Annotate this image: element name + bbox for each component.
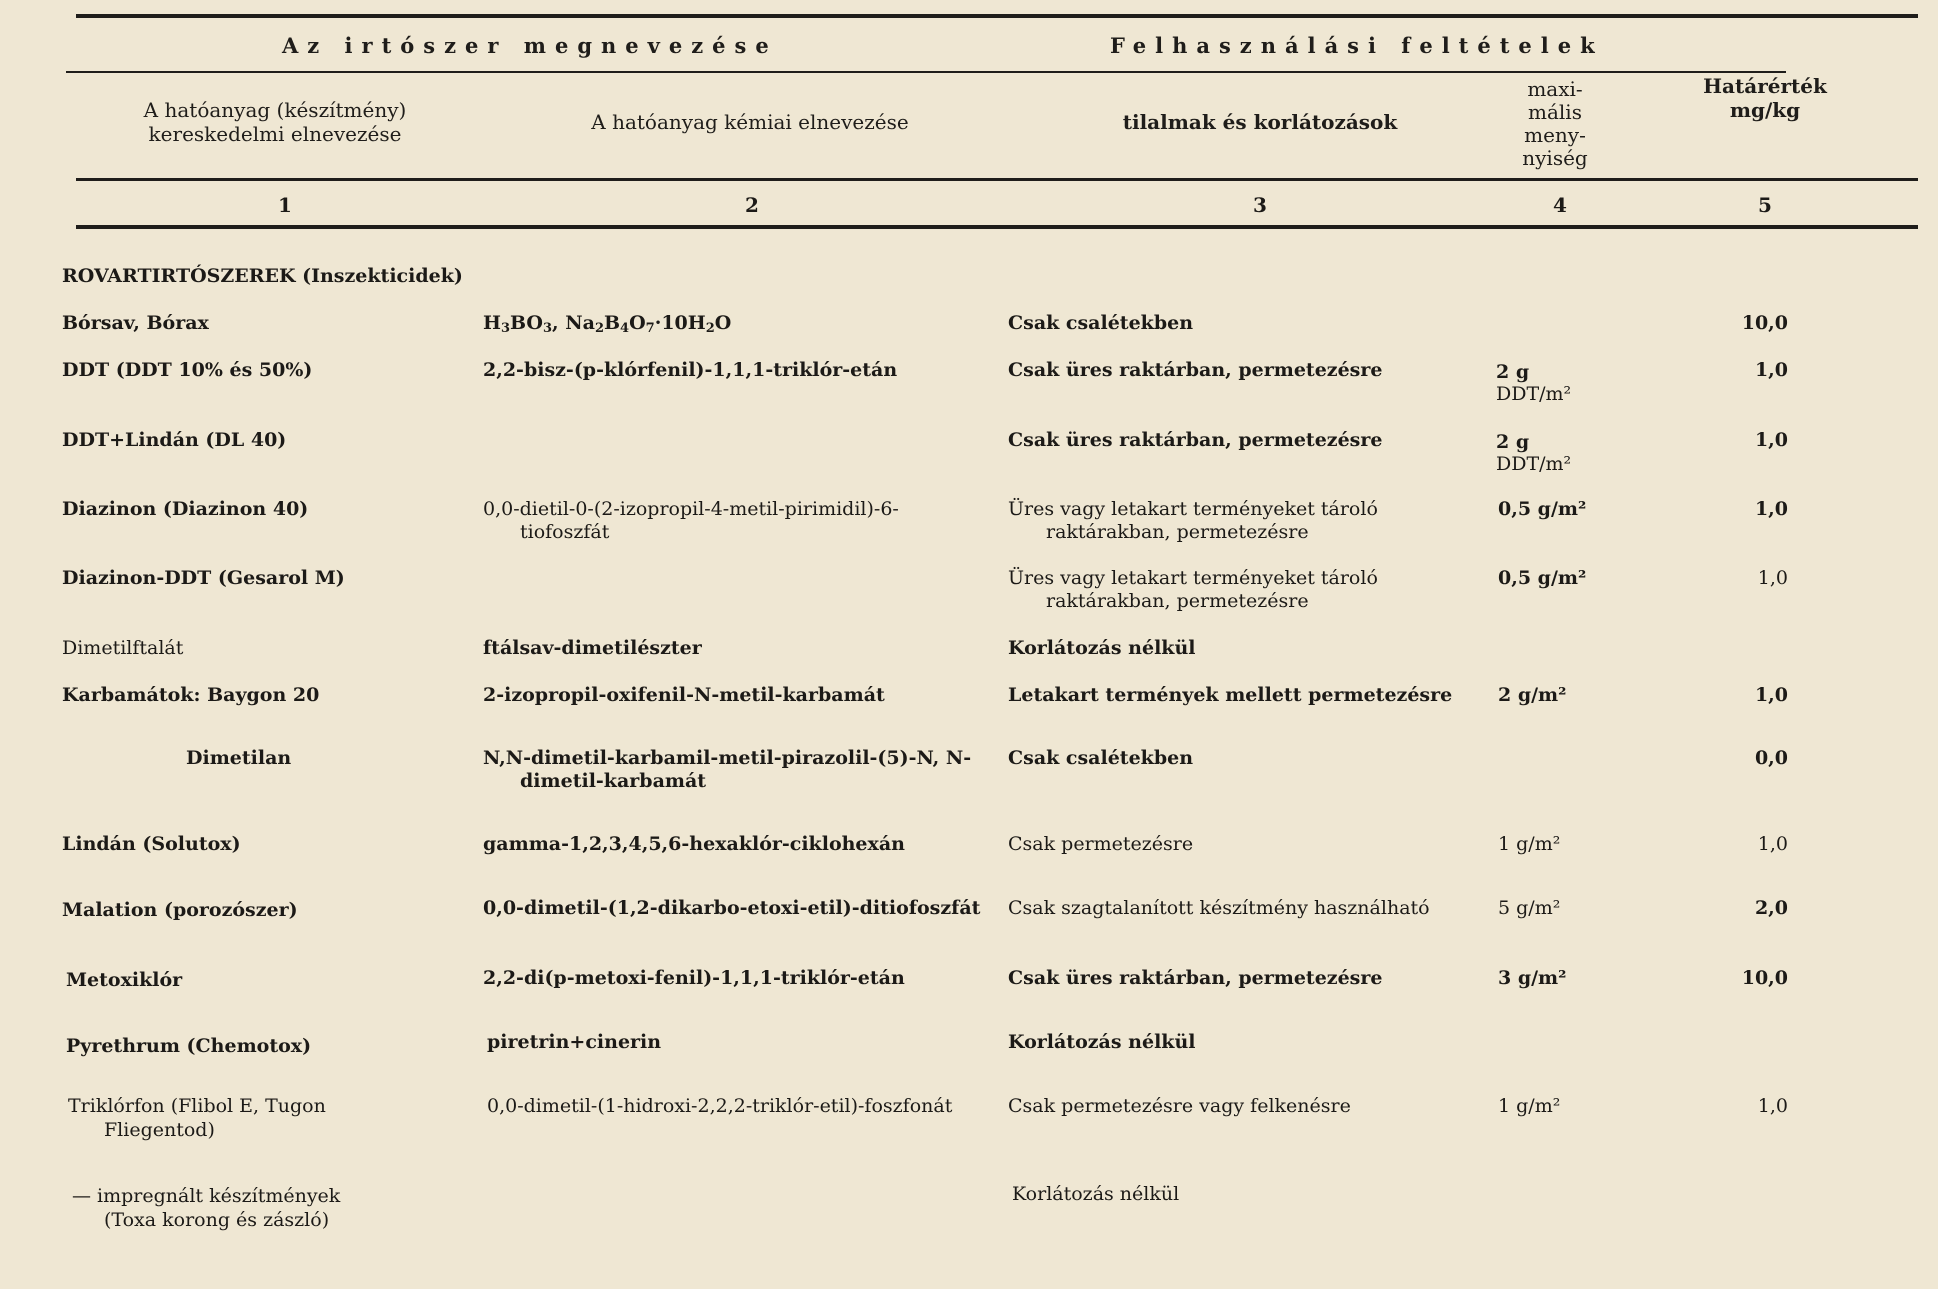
- col5-header: [1680, 74, 1850, 122]
- row-2-cond: Csak üres raktárban, permetezésre: [1008, 429, 1383, 451]
- row-1-max-1: 2 g: [1496, 361, 1530, 383]
- row-12-chem: 0,0-dimetil-(1-hidroxi-2,2,2-triklór-etil)-foszfonát: [487, 1095, 953, 1117]
- row-12-name-2: Fliegentod): [104, 1119, 215, 1141]
- row-1-cond: Csak üres raktárban, permetezésre: [1008, 359, 1383, 381]
- row-10-cond: Csak üres raktárban, permetezésre: [1008, 967, 1383, 989]
- row-6-name: Karbamátok: Baygon 20: [62, 684, 320, 706]
- row-2-name: DDT+Lindán (DL 40): [62, 429, 287, 451]
- col-number-2: 2: [745, 193, 759, 217]
- row-3-name: Diazinon (Diazinon 40): [62, 498, 309, 520]
- col4-header-line3: meny-: [1524, 123, 1586, 147]
- col1-header-line1: A hatóanyag (készítmény): [143, 98, 407, 122]
- row-13-name-1: — impregnált készítmények: [72, 1185, 341, 1207]
- row-5-chem: ftálsav-dimetilészter: [483, 637, 702, 659]
- row-0-cond: Csak csalétekben: [1008, 312, 1194, 334]
- col1-header-line2: kereskedelmi elnevezése: [148, 122, 402, 146]
- row-5-cond: Korlátozás nélkül: [1008, 637, 1196, 659]
- group-header-right: Felhasználási feltételek: [1110, 33, 1604, 58]
- col4-header: [1500, 78, 1610, 170]
- col5-header-line1: Határérték: [1703, 74, 1827, 98]
- col3-header: tilalmak és korlátozások: [1122, 110, 1398, 134]
- row-3-chem-2: tiofoszfát: [520, 521, 610, 543]
- row-0-chem: $H_3BO_3$, $Na_2B_4O_7\cdot 10H_2O$: [483, 312, 732, 336]
- row-13-cond: Korlátozás nélkül: [1012, 1183, 1180, 1205]
- numbers-rule: [76, 225, 1918, 229]
- col-number-5: 5: [1758, 193, 1772, 217]
- row-9-limit: 2,0: [1754, 897, 1788, 919]
- row-3-chem-1: 0,0-dietil-0-(2-izopropil-4-metil-pirimidil)-6-: [483, 498, 899, 520]
- row-9-name: Malation (porozószer): [62, 899, 298, 921]
- row-12-limit: 1,0: [1757, 1095, 1788, 1117]
- row-8-cond: Csak permetezésre: [1008, 833, 1194, 855]
- row-11-name: Pyrethrum (Chemotox): [66, 1035, 312, 1057]
- section-title: ROVARTIRTÓSZEREK (Inszekticidek): [62, 265, 463, 287]
- col2-header: A hatóanyag kémiai elnevezése: [591, 110, 909, 134]
- row-4-cond-2: raktárakban, permetezésre: [1046, 590, 1309, 612]
- row-1-max-2: DDT/m²: [1496, 383, 1572, 405]
- col-number-3: 3: [1253, 193, 1267, 217]
- row-6-limit: 1,0: [1754, 684, 1788, 706]
- row-5-name: Dimetilftalát: [62, 637, 184, 659]
- row-7-name: Dimetilan: [186, 747, 292, 769]
- col5-header-line2: mg/kg: [1729, 98, 1801, 122]
- row-11-chem: piretrin+cinerin: [487, 1031, 662, 1053]
- row-3-cond-2: raktárakban, permetezésre: [1046, 521, 1309, 543]
- row-4-limit: 1,0: [1757, 567, 1788, 589]
- row-8-name: Lindán (Solutox): [62, 833, 241, 855]
- row-6-max: 2 g/m²: [1498, 684, 1567, 706]
- col4-header-line4: nyiség: [1522, 146, 1588, 170]
- row-7-chem-1: N,N-dimetil-karbamil-metil-pirazolil-(5)-N, N-: [483, 747, 972, 769]
- row-9-max: 5 g/m²: [1498, 897, 1561, 919]
- row-8-chem: gamma-1,2,3,4,5,6-hexaklór-ciklohexán: [483, 833, 905, 855]
- row-7-cond: Csak csalétekben: [1008, 747, 1194, 769]
- row-4-name: Diazinon-DDT (Gesarol M): [62, 567, 345, 589]
- col-number-4: 4: [1553, 193, 1567, 217]
- row-8-limit: 1,0: [1757, 833, 1788, 855]
- col4-header-line1: maxi-: [1527, 77, 1583, 101]
- row-3-limit: 1,0: [1754, 498, 1788, 520]
- row-2-max-1: 2 g: [1496, 431, 1530, 453]
- row-9-cond: Csak szagtalanított készítmény használható: [1008, 897, 1430, 919]
- row-11-cond: Korlátozás nélkül: [1008, 1031, 1196, 1053]
- row-8-max: 1 g/m²: [1498, 833, 1561, 855]
- row-12-name-1: Triklórfon (Flibol E, Tugon: [68, 1095, 326, 1117]
- row-2-limit: 1,0: [1754, 429, 1788, 451]
- row-6-cond: Letakart termények mellett permetezésre: [1008, 684, 1453, 706]
- row-6-chem: 2-izopropil-oxifenil-N-metil-karbamát: [483, 684, 885, 706]
- col4-header-line2: mális: [1528, 100, 1582, 124]
- row-4-cond-1: Üres vagy letakart terményeket tároló: [1008, 567, 1378, 589]
- group-header-left: Az irtószer megnevezése: [282, 33, 778, 58]
- row-1-chem: 2,2-bisz-(p-klórfenil)-1,1,1-triklór-etán: [483, 359, 898, 381]
- row-10-name: Metoxiklór: [66, 969, 183, 991]
- row-4-max: 0,5 g/m²: [1498, 567, 1587, 589]
- row-10-limit: 10,0: [1741, 967, 1788, 989]
- row-1-limit: 1,0: [1754, 359, 1788, 381]
- row-1-name: DDT (DDT 10% és 50%): [62, 359, 313, 381]
- row-9-chem: 0,0-dimetil-(1,2-dikarbo-etoxi-etil)-ditiofoszfát: [483, 897, 981, 919]
- header-rule: [76, 178, 1918, 181]
- row-7-limit: 0,0: [1754, 747, 1788, 769]
- row-3-max: 0,5 g/m²: [1498, 498, 1587, 520]
- row-7-chem-2: dimetil-karbamát: [520, 770, 707, 792]
- row-12-cond: Csak permetezésre vagy felkenésre: [1008, 1095, 1351, 1117]
- row-10-max: 3 g/m²: [1498, 967, 1567, 989]
- col-number-1: 1: [278, 193, 292, 217]
- row-2-max-2: DDT/m²: [1496, 453, 1572, 475]
- row-10-chem: 2,2-di(p-metoxi-fenil)-1,1,1-triklór-etán: [483, 967, 905, 989]
- row-12-max: 1 g/m²: [1498, 1095, 1561, 1117]
- col1-header: [110, 98, 440, 146]
- group-rule: [66, 71, 1786, 73]
- row-0-name: Bórsav, Bórax: [62, 312, 209, 334]
- top-rule: [76, 14, 1918, 18]
- row-3-cond-1: Üres vagy letakart terményeket tároló: [1008, 498, 1378, 520]
- row-0-limit: 10,0: [1741, 312, 1788, 334]
- row-13-name-2: (Toxa korong és zászló): [104, 1209, 330, 1231]
